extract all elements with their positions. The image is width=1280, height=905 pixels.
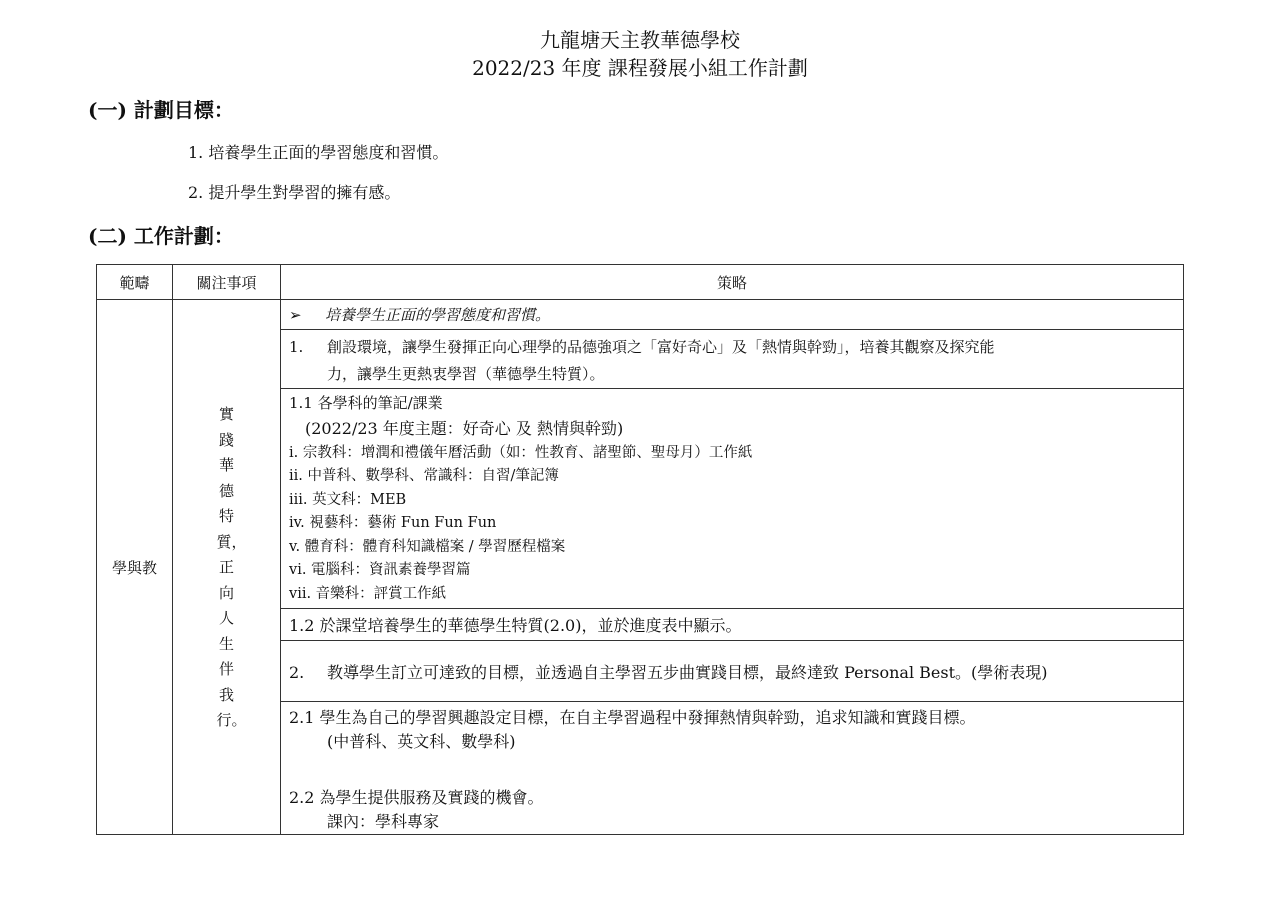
subject-item: ii. 中普科、數學科、常識科：自習/筆記簿 bbox=[289, 468, 559, 484]
item-2-1-subjects: (中普科、英文科、數學科) bbox=[327, 732, 516, 751]
strategy-1-text-line1: 創設環境，讓學生發揮正向心理學的品德強項之「富好奇心」及「熱情與幹勁」，培養其觀察及探究能 bbox=[327, 338, 995, 356]
strategy-2-text: 教導學生訂立可達致的目標，並透過自主學習五步曲實踐目標，最終達致 Personal Best。(學術表現) bbox=[327, 662, 1048, 682]
area-cell: 學與教 bbox=[97, 300, 173, 835]
work-plan-heading: (二) 工作計劃： bbox=[88, 224, 234, 248]
subject-item: i. 宗教科：增潤和禮儀年曆活動（如：性教育、諸聖節、聖母月）工作紙 bbox=[289, 444, 753, 461]
item-2-2-text: 2.2 為學生提供服務及實踐的機會。 bbox=[289, 788, 544, 807]
subject-item: vi. 電腦科：資訊素養學習篇 bbox=[289, 562, 471, 578]
item-2-2-sub: 課內：學科專家 bbox=[327, 812, 440, 831]
strategy-1-text-line2: 力，讓學生更熱衷學習（華德學生特質）。 bbox=[327, 365, 605, 383]
item-2-1-2-2 bbox=[281, 702, 1184, 835]
subject-item: iv. 視藝科：藝術 Fun Fun Fun bbox=[289, 515, 497, 531]
focus-vertical-text: 實踐華德特質，正向人生伴我行。 bbox=[216, 405, 247, 730]
strategy-1-number: 1. bbox=[289, 338, 304, 356]
strategy-2-number: 2. bbox=[289, 662, 305, 682]
header-strategy: 策略 bbox=[281, 265, 1184, 300]
subject-item: vii. 音樂科：評賞工作紙 bbox=[289, 585, 447, 602]
item-1-1 bbox=[281, 389, 1184, 609]
work-plan-table bbox=[96, 264, 1184, 835]
focus-cell bbox=[173, 300, 281, 835]
header-focus: 關注事項 bbox=[173, 265, 281, 300]
subject-item: iii. 英文科：MEB bbox=[289, 491, 407, 508]
plan-title: 2022/23 年度 課程發展小組工作計劃 bbox=[472, 56, 808, 80]
intro-text: 培養學生正面的學習態度和習慣。 bbox=[325, 306, 551, 324]
intro-strategy bbox=[281, 300, 1184, 330]
table-header-row bbox=[97, 265, 1184, 300]
strategy-1 bbox=[281, 330, 1184, 389]
item-1-1-theme: (2022/23 年度主題：好奇心 及 熱情與幹勁) bbox=[305, 418, 624, 438]
table-row bbox=[97, 300, 1184, 330]
objective-item: 2. 提升學生對學習的擁有感。 bbox=[188, 183, 401, 202]
school-name: 九龍塘天主教華德學校 bbox=[540, 28, 740, 52]
item-1-2: 1.2 於課堂培養學生的華德學生特質(2.0)，並於進度表中顯示。 bbox=[281, 609, 1184, 641]
objective-item: 1. 培養學生正面的學習態度和習慣。 bbox=[188, 143, 449, 162]
item-2-1-text: 2.1 學生為自己的學習興趣設定目標，在自主學習過程中發揮熱情與幹勁，追求知識和實踐目標。 bbox=[289, 708, 976, 727]
arrow-bullet-icon: ➢ bbox=[289, 306, 302, 324]
subject-item: v. 體育科：體育科知識檔案 / 學習歷程檔案 bbox=[289, 538, 566, 555]
strategy-2 bbox=[281, 641, 1184, 702]
header-area: 範疇 bbox=[97, 265, 173, 300]
item-1-1-title: 1.1 各學科的筆記/課業 bbox=[289, 394, 443, 412]
objectives-heading: (一) 計劃目標： bbox=[88, 98, 234, 122]
